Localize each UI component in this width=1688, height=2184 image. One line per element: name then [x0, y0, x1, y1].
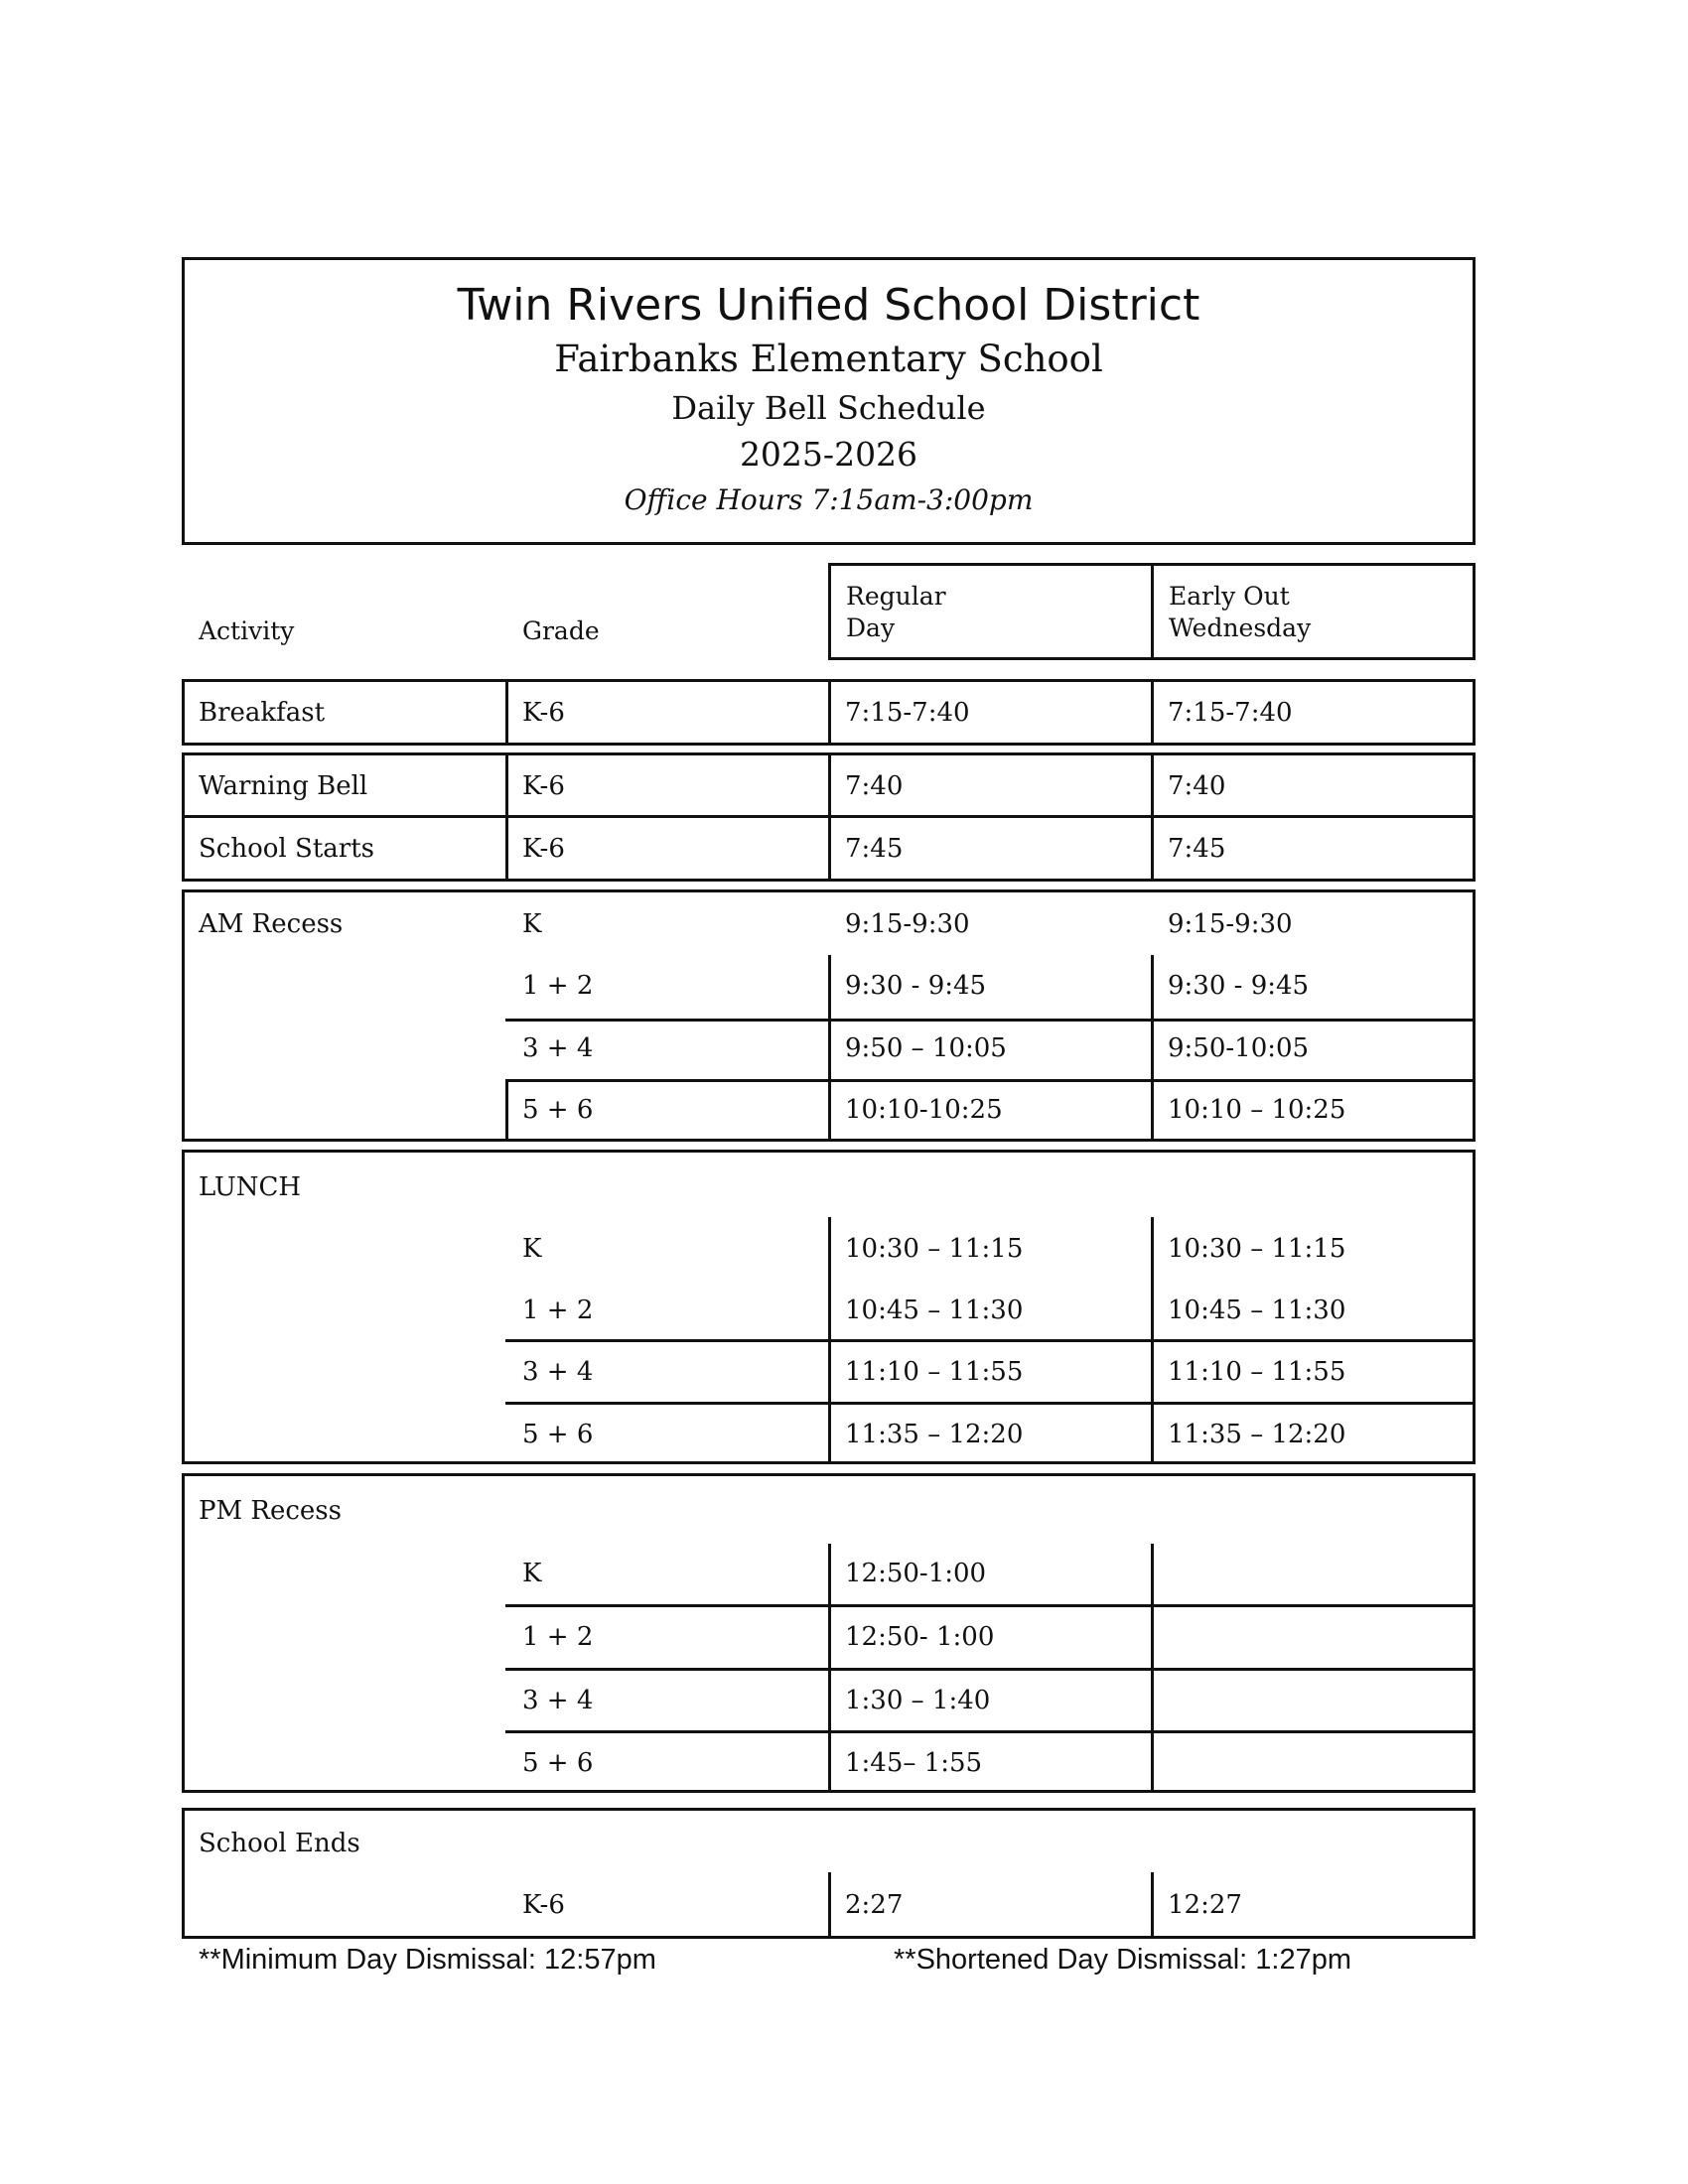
- am-recess-regular: 9:15-9:30: [845, 909, 970, 939]
- lunch-grade: K: [522, 1234, 542, 1264]
- breakfast-activity: Breakfast: [199, 698, 326, 728]
- early-out-label-2: Wednesday: [1169, 614, 1312, 642]
- lunch-regular: 10:45 – 11:30: [845, 1296, 1024, 1325]
- am-recess-regular: 9:30 - 9:45: [845, 971, 987, 1001]
- school-starts-early: 7:45: [1168, 834, 1226, 864]
- pm-recess-grade: K: [522, 1559, 542, 1588]
- office-hours: Office Hours 7:15am-3:00pm: [624, 483, 1034, 516]
- lunch-regular: 11:35 – 12:20: [845, 1420, 1024, 1449]
- pm-recess-grade: 5 + 6: [522, 1748, 594, 1778]
- pm-recess-activity: PM Recess: [199, 1496, 342, 1526]
- school-starts-activity: School Starts: [199, 834, 374, 864]
- am-recess-block: [182, 889, 1476, 1142]
- breakfast-grade: K-6: [522, 698, 565, 728]
- am-recess-regular: 9:50 – 10:05: [845, 1033, 1007, 1063]
- lunch-grade: 3 + 4: [522, 1357, 594, 1387]
- district-name: Twin Rivers Unified School District: [457, 280, 1200, 331]
- school-ends-regular: 2:27: [845, 1890, 904, 1920]
- regular-day-label-2: Day: [846, 614, 896, 642]
- lunch-early: 10:30 – 11:15: [1168, 1234, 1346, 1264]
- lunch-early: 11:35 – 12:20: [1168, 1420, 1346, 1449]
- am-recess-grade: 1 + 2: [522, 971, 594, 1001]
- early-out-header: [1151, 563, 1476, 660]
- warning-bell-activity: Warning Bell: [199, 771, 368, 801]
- pm-recess-regular: 1:45– 1:55: [845, 1748, 983, 1778]
- shortened-day-note: **Shortened Day Dismissal: 1:27pm: [894, 1944, 1351, 1976]
- am-recess-grade: 3 + 4: [522, 1033, 594, 1063]
- grade-column-header: Grade: [522, 616, 600, 645]
- lunch-activity: LUNCH: [199, 1172, 302, 1202]
- school-ends-block: [182, 1808, 1476, 1939]
- lunch-regular: 11:10 – 11:55: [845, 1357, 1024, 1387]
- warning-bell-grade: K-6: [522, 771, 565, 801]
- pm-recess-regular: 1:30 – 1:40: [845, 1686, 991, 1715]
- activity-column-header: Activity: [199, 616, 295, 645]
- lunch-early: 11:10 – 11:55: [1168, 1357, 1346, 1387]
- schedule-title: Daily Bell Schedule: [671, 389, 986, 427]
- am-recess-grade: K: [522, 909, 542, 939]
- start-block: [182, 752, 1476, 882]
- early-out-label-1: Early Out: [1169, 582, 1290, 611]
- pm-recess-block: [182, 1473, 1476, 1793]
- breakfast-regular: 7:15-7:40: [845, 698, 970, 728]
- warning-bell-early: 7:40: [1168, 771, 1226, 801]
- lunch-grade: 1 + 2: [522, 1296, 594, 1325]
- am-recess-early: 9:50-10:05: [1168, 1033, 1310, 1063]
- regular-day-header: [828, 563, 1154, 660]
- am-recess-activity: AM Recess: [199, 909, 344, 939]
- pm-recess-regular: 12:50-1:00: [845, 1559, 987, 1588]
- breakfast-block: [182, 679, 1476, 746]
- lunch-regular: 10:30 – 11:15: [845, 1234, 1024, 1264]
- school-starts-regular: 7:45: [845, 834, 904, 864]
- am-recess-early: 9:15-9:30: [1168, 909, 1293, 939]
- lunch-block: [182, 1150, 1476, 1464]
- lunch-grade: 5 + 6: [522, 1420, 594, 1449]
- school-ends-activity: School Ends: [199, 1829, 360, 1858]
- pm-recess-regular: 12:50- 1:00: [845, 1622, 995, 1652]
- school-ends-early: 12:27: [1168, 1890, 1242, 1920]
- pm-recess-grade: 1 + 2: [522, 1622, 594, 1652]
- am-recess-regular: 10:10-10:25: [845, 1095, 1003, 1125]
- am-recess-early: 10:10 – 10:25: [1168, 1095, 1346, 1125]
- am-recess-early: 9:30 - 9:45: [1168, 971, 1310, 1001]
- minimum-day-note: **Minimum Day Dismissal: 12:57pm: [199, 1944, 656, 1976]
- header-box: [182, 257, 1476, 545]
- school-starts-grade: K-6: [522, 834, 565, 864]
- lunch-early: 10:45 – 11:30: [1168, 1296, 1346, 1325]
- breakfast-early: 7:15-7:40: [1168, 698, 1293, 728]
- school-name: Fairbanks Elementary School: [554, 338, 1103, 380]
- school-year: 2025-2026: [739, 435, 918, 474]
- school-ends-grade: K-6: [522, 1890, 565, 1920]
- regular-day-label-1: Regular: [846, 582, 946, 611]
- warning-bell-regular: 7:40: [845, 771, 904, 801]
- am-recess-grade: 5 + 6: [522, 1095, 594, 1125]
- pm-recess-grade: 3 + 4: [522, 1686, 594, 1715]
